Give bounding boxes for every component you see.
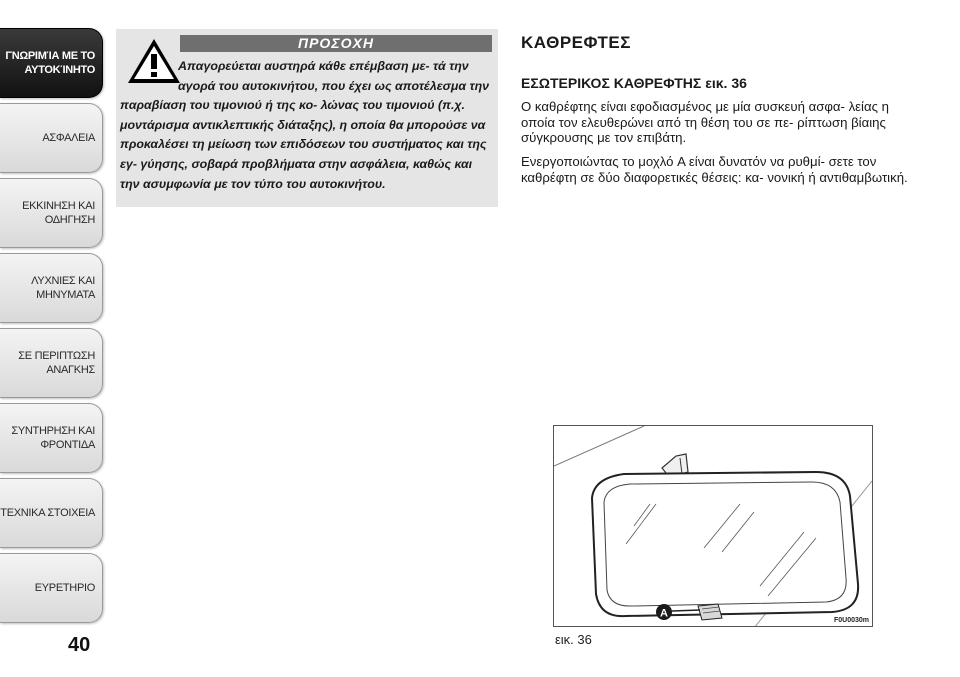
tab-maintenance[interactable] — [0, 403, 103, 473]
callout-a-label: A — [660, 607, 668, 620]
tab-label: ΑΥΤΟΚΊΝΗΤΟ — [24, 64, 95, 76]
warning-text: Απαγορεύεται αυστηρά κάθε επέμβαση με- τά την αγορά του αυτοκινήτου, που έχει ως αποτέλεσμα την παραβίαση του τιμονιού ή της κο- λώνας του τιμονιού (π.χ. μοντάρισμα αντικλεπτικής διάταξης), η οποία θα μπορούσε να προκαλέσει τη μείωση των επιδόσεων του συστήματος και της εγ- γύησης, σοβαρά προβλήματα στην ασφάλεια, καθώς και την ασυμφωνία με τον τύπο του αυτοκινήτου. — [120, 59, 490, 191]
tab-getting-to-know-car[interactable] — [0, 28, 103, 98]
tab-safety[interactable] — [0, 103, 103, 173]
paragraph-safety-device: Ο καθρέφτης είναι εφοδιασμένος με μία συσκευή ασφα- λείας η οποία τον ελευθερώνει από τη θέση του σε πε- ρίπτωση βίαιης σύγκρουσης με τον επιβάτη. — [521, 99, 889, 146]
tab-label: ΑΣΦΑΛΕΙΑ — [42, 132, 95, 144]
warning-box — [116, 29, 498, 207]
figure-caption: εικ. 36 — [555, 632, 592, 647]
tab-emergency[interactable] — [0, 328, 103, 398]
section-title: ΚΑΘΡΕΦΤΕΣ — [521, 33, 631, 52]
tab-label: ΑΝΑΓΚΗΣ — [46, 364, 95, 376]
paragraph-lever-adjust: Ενεργοποιώντας το μοχλό A είναι δυνατόν να ρυθμί- σετε τον καθρέφτη σε δύο διαφορετικές θέσεις: κα- νονική ή αντιθαμβωτική. — [521, 154, 908, 185]
tab-label: ΦΡΟΝΤΙΔΑ — [40, 439, 95, 451]
page-number: 40 — [68, 634, 91, 656]
chapter-tabs — [0, 28, 103, 628]
icon-spacer — [120, 57, 178, 95]
warning-text-block — [116, 57, 498, 194]
tab-label: ΤΕΧΝΙΚΑ ΣΤΟΙΧΕΙΑ — [0, 507, 95, 519]
tab-label: ΓΝΩΡΙΜΊΑ ΜΕ ΤΟ — [5, 50, 95, 62]
tab-label: ΣΕ ΠΕΡΙΠΤΩΣΗ — [18, 350, 95, 362]
tab-label: ΕΥΡΕΤΗΡΙΟ — [34, 582, 95, 594]
tab-label: ΕΚΚΙΝΗΣΗ ΚΑΙ — [22, 200, 95, 212]
tab-starting-driving[interactable] — [0, 178, 103, 248]
subsection-title: ΕΣΩΤΕΡΙΚΟΣ ΚΑΘΡΕΦΤΗΣ εικ. 36 — [521, 75, 747, 91]
tab-label: ΜΗΝΥΜΑΤΑ — [36, 289, 95, 301]
tab-label: ΣΥΝΤΗΡΗΣΗ ΚΑΙ — [11, 425, 95, 437]
tab-index[interactable] — [0, 553, 103, 623]
warning-title: ΠΡΟΣΟΧΗ — [180, 35, 492, 52]
tab-technical-data[interactable] — [0, 478, 103, 548]
figure-rearview-mirror — [553, 425, 873, 627]
mirror-illustration — [554, 426, 873, 627]
figure-code: F0U0030m — [833, 617, 869, 624]
tab-warning-lights[interactable] — [0, 253, 103, 323]
tab-label: ΟΔΗΓΗΣΗ — [44, 214, 95, 226]
tab-label: ΛΥΧΝΙΕΣ ΚΑΙ — [31, 275, 95, 287]
